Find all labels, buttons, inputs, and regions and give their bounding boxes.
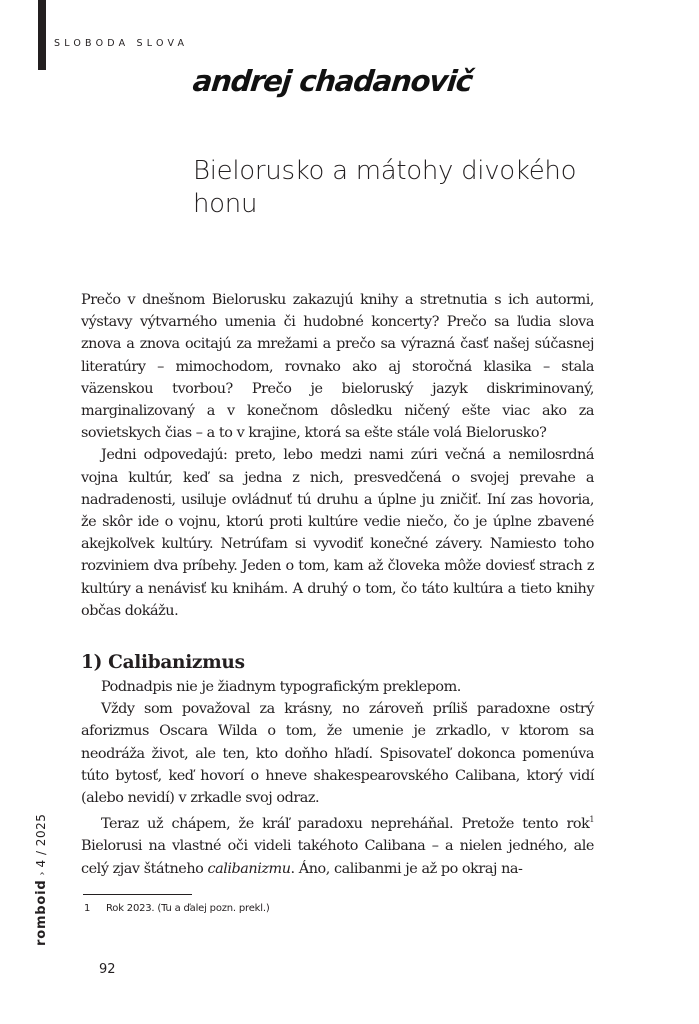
- intro-text: [81, 289, 594, 622]
- paragraph: [81, 809, 594, 880]
- paragraph: Prečo v dnešnom Bielorusku zakazujú knihy a stretnutia s ich autormi, výstavy výtvarného umenia či hudobné koncerty? Prečo sa ľudia slova znova a znova ocitajú za mrežami a prečo sa výrazná časť našej súčasnej literatúry – mimochodom, rovnako ako aj storočná klasika – stala väzenskou tvorbou? Prečo je bieloruský jazyk diskriminovaný, marginalizovaný a v konečnom dôsledku ničený ešte viac ako za sovietskych čias – a to v krajine, ktorá sa ešte stále volá Bielorusko?: [81, 292, 594, 442]
- chevron-right-icon: ›: [37, 871, 48, 876]
- section-text: [81, 676, 594, 880]
- paragraph: Podnadpis nie je žiadnym typografickým preklepom.: [101, 679, 461, 695]
- text-run: . Áno, calibanmi je až po okraj na-: [290, 860, 523, 877]
- issue-number: 4 / 2025: [34, 813, 48, 868]
- spine-label: [30, 814, 49, 946]
- article-title: Bielorusko a mátohy divokého honu: [193, 156, 577, 219]
- footnote-divider: [83, 894, 192, 895]
- footnote-number: 1: [84, 903, 91, 914]
- text-run: Teraz už chápem, že kráľ paradoxu nepreháňal. Pretože tento rok: [101, 816, 590, 833]
- section-label: SLOBODA SLOVA: [54, 38, 189, 49]
- section-bar: [38, 0, 46, 70]
- italic-term: calibanizmu: [207, 860, 291, 877]
- magazine-name: romboid: [34, 879, 49, 946]
- paragraph: Jedni odpovedajú: preto, lebo medzi nami zúri večná a nemilosrdná vojna kultúr, keď sa jedna z nich, presvedčená o svojej prevahe a nadradenosti, usiluje ovládnuť tú druhu a úplne ju zničiť. Iní zas hovoria, že skôr ide o vojnu, ktorú proti kultúre vedie niečo, čo je úplne zbavené akejkoľvek kultúry. Netrúfam si vyvodiť konečné závery. Namiesto toho rozviniem dva príbehy. Jeden o tom, kam až človeka môže doviesť strach z kultúry a nenávisť ku knihám. A druhý o tom, čo táto kultúra a tieto knihy občas dokážu.: [81, 447, 594, 619]
- paragraph: Vždy som považoval za krásny, no zároveň príliš paradoxne ostrý aforizmus Oscara Wilda o tom, že umenie je zrkadlo, v ktorom sa neodráža život, ale ten, kto doňho hľadí. Spisovateľ dokonca pomenúva túto bytosť, keď hovorí o hneve shakespearovského Calibana, ktorý vidí (alebo nevidí) v zrkadle svoj odraz.: [81, 701, 594, 807]
- section-heading: 1) Calibanizmus: [81, 652, 245, 673]
- text-run: Bielorusi na vlastné oči videli takéhoto Calibana – a nielen jedného, ale celý zjav štátneho: [81, 838, 594, 877]
- author-name: andrej chadanovič: [191, 64, 474, 98]
- footnote: [84, 903, 270, 914]
- footnote-reference[interactable]: 1: [589, 815, 594, 825]
- page-number: 92: [99, 962, 116, 977]
- footnote-text: Rok 2023. (Tu a ďalej pozn. prekl.): [106, 903, 270, 914]
